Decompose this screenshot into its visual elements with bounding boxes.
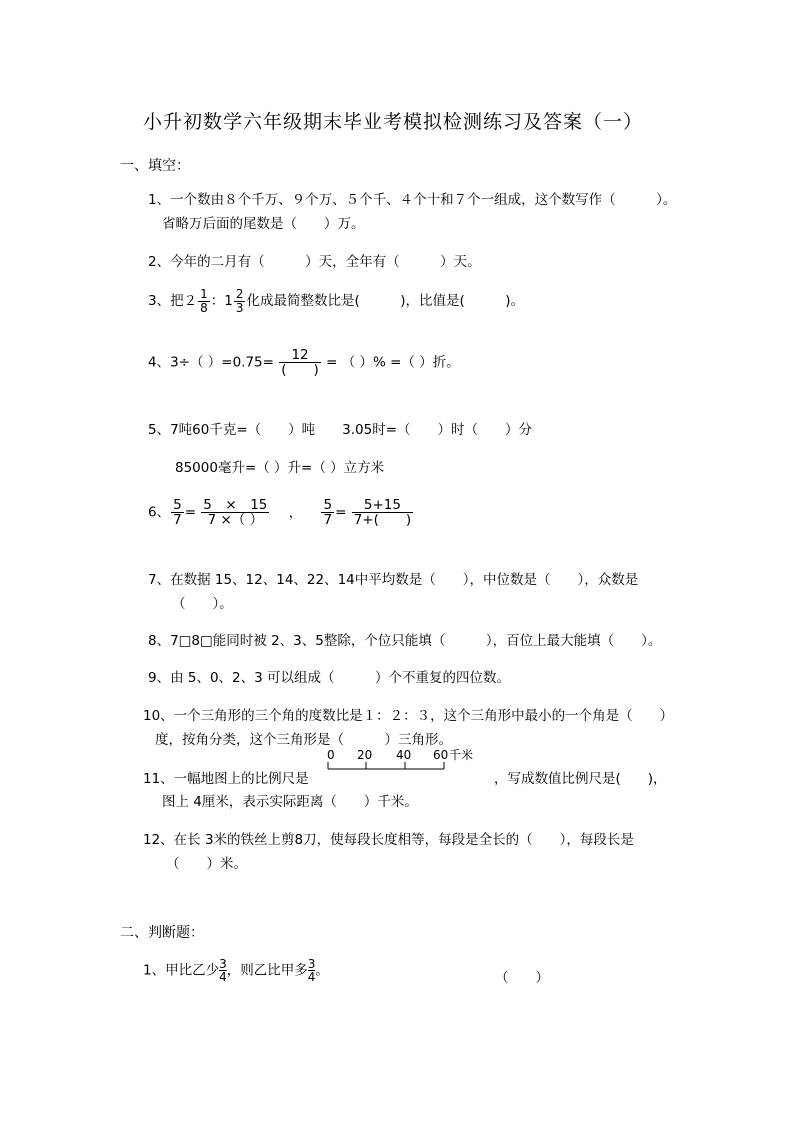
question-7-line-1: 7、在数据 15、12、14、22、14中平均数是（ ），中位数是（ ），众数是	[148, 572, 639, 588]
fraction-five-sevenths-b: $\frac{5}{7}$	[323, 497, 333, 529]
fraction-one-eighth: $\frac{1}{8}$	[200, 287, 208, 315]
question-9: 9、由 5、0、2、3 可以组成（ ）个不重复的四位数。	[148, 670, 511, 686]
question-6-label: 6、	[148, 504, 171, 521]
question-4-prefix: 4、3÷（ ）=0.75=	[148, 354, 274, 371]
judgment-1-prefix: 1、甲比乙少	[143, 962, 220, 979]
question-5-line-1: 5、7吨60千克=（ ）吨 3.05时=（ ）时（ ）分	[148, 422, 533, 438]
question-3-colon: ：1	[210, 293, 233, 310]
judgment-question-1	[143, 958, 329, 983]
question-11-line-2: 图上 4厘米，表示实际距离（ ）千米。	[162, 794, 418, 810]
question-8: 8、7□8□能同时被 2、3、5整除，个位只能填（ ），百位上最大能填（ ）。	[148, 633, 662, 649]
fraction-five-sevenths-a: $\frac{5}{7}$	[173, 497, 182, 529]
judgment-1-mid: ，则乙比甲多	[226, 962, 308, 979]
question-11-prefix: 11、一幅地图上的比例尺是	[143, 771, 309, 787]
question-3	[148, 288, 524, 314]
question-12-line-1: 12、在长 3米的铁丝上剪8刀，使每段长度相等，每段是全长的（ ），每段长是	[143, 832, 634, 848]
fraction-equation-b: $\frac{5+15}{7+( )}$	[353, 497, 412, 529]
question-10-line-2: 度，按角分类，这个三角形是（ ）三角形。	[155, 732, 452, 748]
question-3-suffix: 化成最简整数比是( )，比值是( )。	[246, 293, 525, 310]
scale-tick-label-60: 60	[433, 748, 449, 762]
section-1-heading: 一、填空：	[120, 158, 190, 174]
question-6-separator: ，	[288, 504, 303, 521]
fraction-three-quarters-b: $\frac{3}{4}$	[307, 957, 316, 984]
question-1-line-2: 省略万后面的尾数是（ ）万。	[162, 216, 365, 232]
question-1-line-1: 1、一个数由８个千万、９个万、５个千、４个十和７个一组成，这个数写作（ ）。	[148, 192, 677, 208]
scale-bar-graphic	[320, 745, 474, 775]
scale-tick-label-20: 20	[357, 748, 373, 762]
judgment-1-answer-bracket: （ ）	[495, 970, 549, 986]
fraction-12-over-blank: $\frac{12}{( )}$	[281, 347, 319, 379]
judgment-1-suffix: 。	[315, 962, 329, 979]
question-12-line-2: （ ）米。	[166, 856, 247, 872]
fraction-three-quarters-a: $\frac{3}{4}$	[219, 957, 227, 984]
question-7-line-2: （ ）。	[172, 596, 233, 612]
scale-bar	[320, 745, 474, 775]
question-4-suffix: = （ ）% =（ ）折。	[326, 354, 460, 371]
page-title: 小升初数学六年级期末毕业考模拟检测练习及答案（一）	[143, 111, 644, 133]
scale-tick-label-0: 0	[327, 748, 335, 762]
question-6: 6、 $\frac{5}{7}$ = $\frac{5 \times 15}{7 \times( )}$ ， $\frac{5}{7}$ = $\frac{5+15}{7+( )}$	[148, 497, 412, 529]
scale-tick-label-40: 40	[396, 748, 412, 762]
fraction-equation-a: $\frac{5 \times 15}{7 \times( )}$	[203, 497, 268, 529]
section-2-heading: 二、判断题：	[120, 925, 204, 941]
fraction-two-thirds: $\frac{2}{3}$	[235, 287, 244, 315]
question-10-line-1: 10、一个三角形的三个角的度数比是１：２：３，这个三角形中最小的一个角是（ ）	[143, 708, 674, 724]
scale-unit-label: 千米	[449, 748, 474, 762]
question-4	[148, 348, 460, 377]
question-11-suffix: ，写成数值比例尺是( )，	[494, 771, 667, 787]
question-3-prefix: 3、把２	[148, 293, 198, 310]
question-5-line-2: 85000毫升=（ ）升=（ ）立方米	[175, 460, 385, 476]
question-2: 2、今年的二月有（ ）天，全年有（ ）天。	[148, 254, 481, 270]
